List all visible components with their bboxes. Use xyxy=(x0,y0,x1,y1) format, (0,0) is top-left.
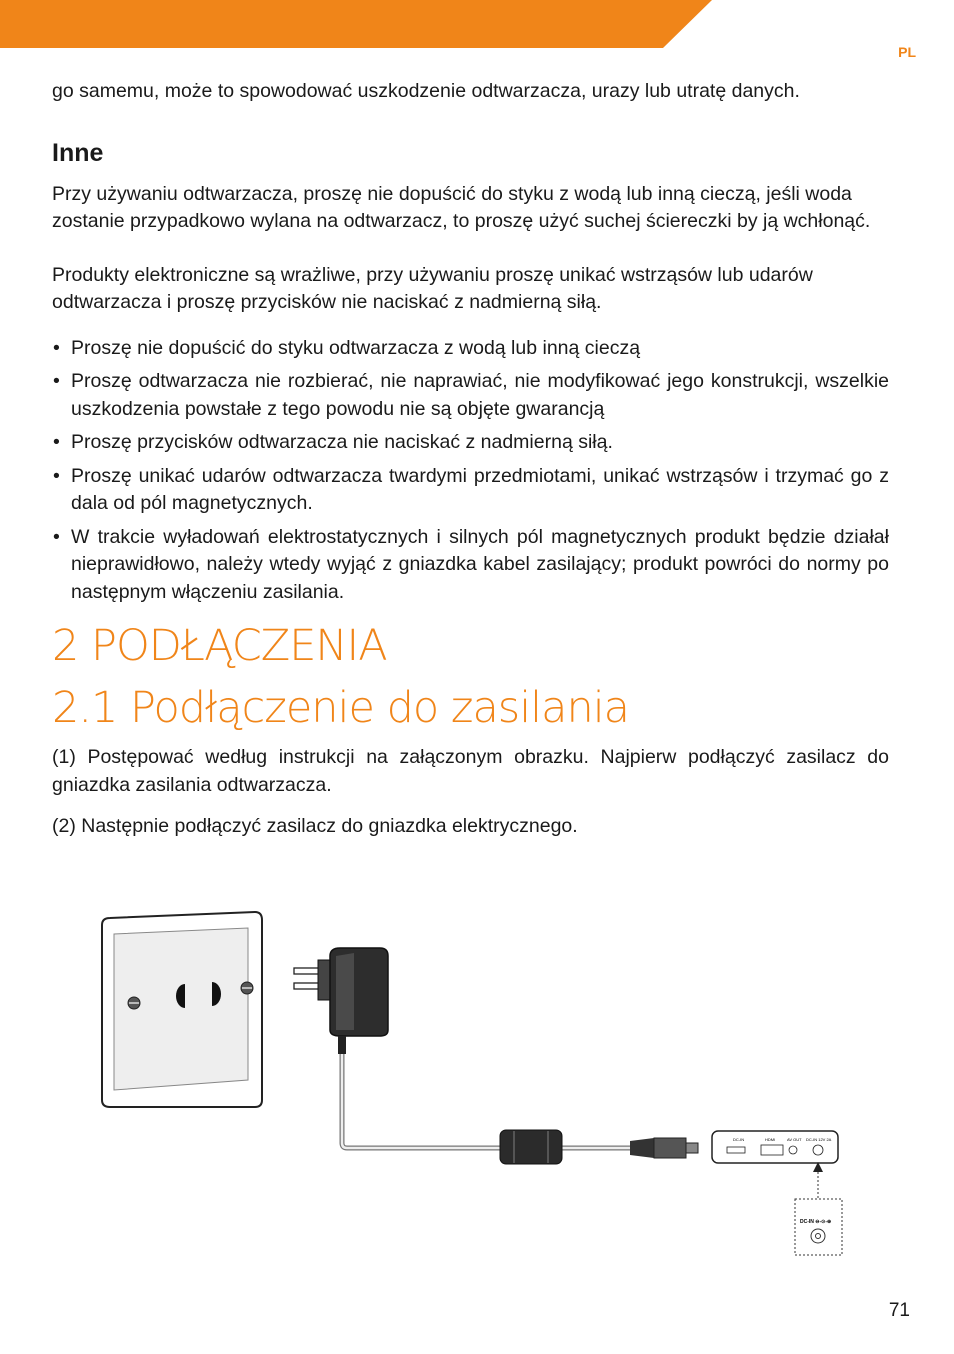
chapter-subtitle: 2.1 Podłączenie do zasilania xyxy=(52,683,630,733)
player-device-image xyxy=(712,1131,838,1163)
dc-in-label: DC-IN ⊖-⊙-⊕ xyxy=(800,1219,832,1225)
dc-in-callout xyxy=(795,1162,842,1255)
safety-bullet-list xyxy=(52,335,889,607)
port-label: DC-IN xyxy=(733,1137,745,1142)
step-1-text: (1) Postępować według instrukcji na załączonym obrazku. Najpierw podłączyć zasilacz do gniazdka zasilania odtwarzacza. xyxy=(52,746,889,796)
language-tag: PL xyxy=(898,44,916,60)
intro-paragraph: go samemu, może to spowodować uszkodzenie odtwarzacza, urazy lub utratę danych. xyxy=(52,80,800,102)
power-adapter-image xyxy=(294,948,388,1054)
port-label: HDMI xyxy=(765,1137,776,1142)
wall-socket-image xyxy=(102,912,262,1107)
port-label: DC-IN 12V 2A xyxy=(806,1137,832,1142)
power-cable-image xyxy=(342,1054,698,1164)
page-number: 71 xyxy=(888,1300,910,1321)
section-heading-inne: Inne xyxy=(52,138,104,167)
step-2-text: (2) Następnie podłączyć zasilacz do gniazdka elektrycznego. xyxy=(52,815,578,837)
page-content xyxy=(52,78,889,841)
inne-paragraph-2: Produkty elektroniczne są wrażliwe, przy używaniu proszę unikać wstrząsów lub udarów odtwarzacza i proszę przycisków nie naciskać z nadmierną siłą. xyxy=(52,263,813,313)
inne-paragraph-1: Przy używaniu odtwarzacza, proszę nie dopuścić do styku z wodą lub inną cieczą, jeśli woda zostanie przypadkowo wylana na odtwarzacz, to proszę użyć suchej ściereczki by ją wchłonąć. xyxy=(52,182,871,232)
header-banner xyxy=(0,0,954,50)
chapter-title: 2 PODŁĄCZENIA xyxy=(52,621,387,671)
list-item: • W trakcie wyładowań elektrostatycznych i silnych pól magnetycznych produkt będzie działał nieprawidłowo, należy wtedy wyjąć z gniazdka kabel zasilający; produkt powróci do normy po następnym włączeniu zasilania. xyxy=(52,524,889,607)
list-item: • Proszę unikać udarów odtwarzacza twardymi przedmiotami, unikać wstrząsów i trzymać go z dala od pól magnetycznych. xyxy=(52,463,889,518)
list-item: • Proszę nie dopuścić do styku odtwarzacza z wodą lub inną cieczą xyxy=(52,335,889,363)
list-item: • Proszę odtwarzacza nie rozbierać, nie naprawiać, nie modyfikować jego konstrukcji, wszelkie uszkodzenia powstałe z tego powodu nie są objęte gwarancją xyxy=(52,368,889,423)
list-item: • Proszę przycisków odtwarzacza nie naciskać z nadmierną siłą. xyxy=(52,429,889,457)
port-label: AV OUT xyxy=(787,1137,802,1142)
